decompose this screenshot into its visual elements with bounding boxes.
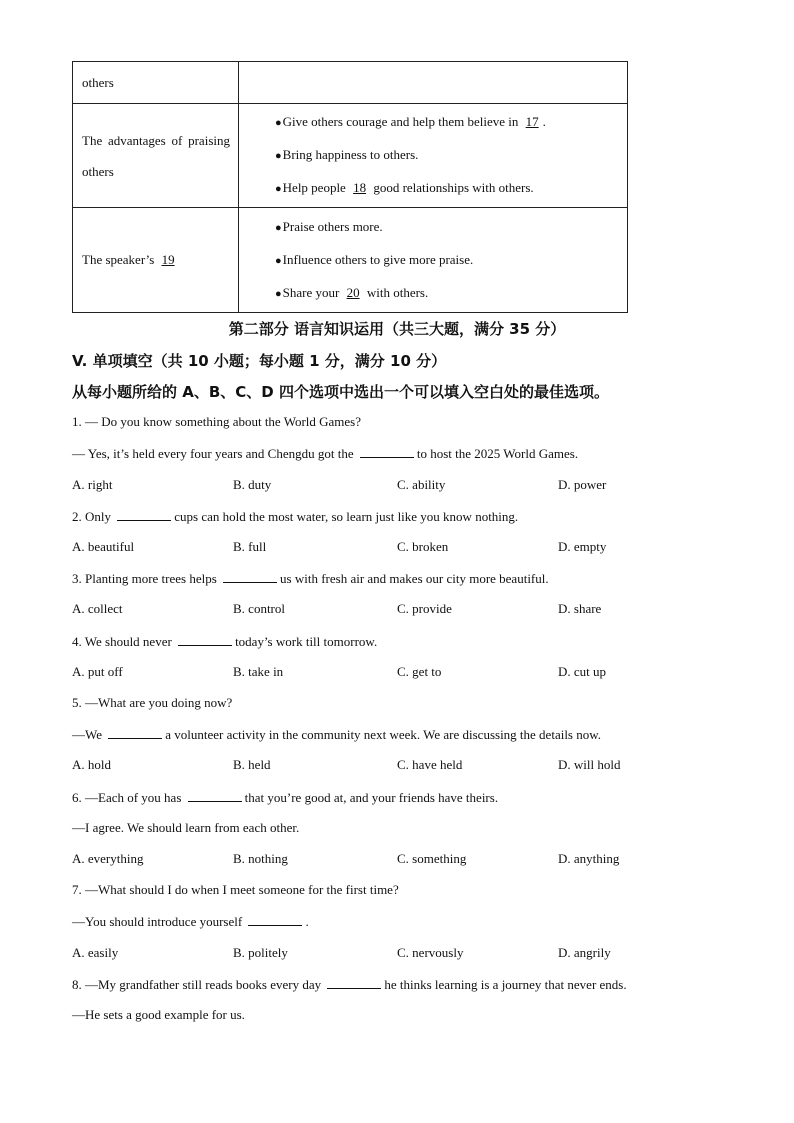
table-cell-right: [239, 62, 628, 104]
bullet-text: Influence others to give more praise.: [282, 251, 474, 267]
table-row: [73, 62, 628, 104]
bullet-text-after: good relationships with others.: [373, 180, 534, 195]
answer-option[interactable]: C. ability: [397, 477, 446, 492]
question-text-after: today’s work till tomorrow.: [235, 634, 378, 649]
answer-option[interactable]: C. get to: [397, 664, 442, 679]
question-text: —We: [72, 727, 102, 742]
bullet-icon: ●: [275, 150, 282, 162]
question-text: — Yes, it’s held every four years and Chengdu got the: [72, 446, 354, 461]
answer-option[interactable]: A. easily: [72, 945, 119, 960]
question-text: 1. — Do you know something about the World Games?: [72, 414, 362, 429]
question-text: —You should introduce yourself: [72, 914, 243, 929]
instruction-text: 从每小题所给的 A、B、C、D 四个选项中选出一个可以填入空白处的最佳选项。: [72, 383, 609, 401]
question-text: 3. Planting more trees helps: [72, 571, 217, 586]
answer-blank: 19: [161, 252, 175, 267]
question-line: [72, 508, 518, 525]
section-title: V. 单项填空（共 10 小题；每小题 1 分，满分 10 分）: [72, 352, 447, 370]
bullet-item: [275, 172, 627, 205]
answer-option[interactable]: D. cut up: [558, 664, 607, 679]
answer-blank-line: [108, 726, 162, 739]
bullet-icon: ●: [275, 117, 282, 129]
answer-option[interactable]: C. have held: [397, 757, 463, 772]
answer-option[interactable]: B. politely: [233, 945, 288, 960]
question-line: [72, 976, 627, 993]
bullet-text: Praise others more.: [282, 218, 383, 234]
table-cell-right: [239, 104, 628, 208]
answer-option[interactable]: C. something: [397, 851, 467, 866]
answer-option[interactable]: D. share: [558, 601, 602, 616]
question-line: [72, 789, 498, 806]
bullet-text: Help people: [282, 180, 346, 195]
answer-option[interactable]: A. put off: [72, 664, 123, 679]
question-text: 7. —What should I do when I meet someone for the first time?: [72, 882, 399, 897]
bullet-icon: ●: [275, 287, 282, 300]
question-text: 4. We should never: [72, 634, 172, 649]
option-row: [72, 477, 632, 495]
question-line: [72, 633, 377, 650]
cell-text: others: [82, 74, 114, 90]
question-line: [72, 445, 578, 462]
answer-option[interactable]: C. nervously: [397, 945, 464, 960]
answer-blank: 20: [346, 284, 360, 300]
table-cell-right: [239, 208, 628, 313]
answer-option[interactable]: D. power: [558, 477, 607, 492]
bullet-text: Give others courage and help them believe in: [282, 114, 519, 129]
answer-option[interactable]: C. broken: [397, 539, 449, 554]
bullet-text: Share your: [282, 284, 340, 300]
bullet-item: [275, 106, 627, 139]
table-row: [73, 104, 628, 208]
answer-option[interactable]: B. duty: [233, 477, 272, 492]
bullet-text: Bring happiness to others.: [282, 147, 419, 162]
question-text-after: cups can hold the most water, so learn just like you know nothing.: [174, 509, 519, 524]
table-row: [73, 208, 628, 313]
table-cell-left: [73, 104, 239, 208]
answer-option[interactable]: D. empty: [558, 539, 607, 554]
answer-option[interactable]: A. hold: [72, 757, 111, 772]
question-text-after: .: [305, 914, 309, 929]
question-text-after: he thinks learning is a journey that never ends.: [384, 977, 627, 992]
question-text: —I agree. We should learn from each other.: [72, 820, 300, 835]
answer-option[interactable]: C. provide: [397, 601, 452, 616]
answer-option[interactable]: D. angrily: [558, 945, 611, 960]
answer-option[interactable]: A. right: [72, 477, 113, 492]
question-line: [72, 414, 361, 430]
bullet-icon: ●: [275, 183, 282, 195]
answer-blank-line: [327, 976, 381, 989]
bullet-icon: ●: [275, 221, 282, 234]
answer-blank-line: [178, 633, 232, 646]
answer-blank-line: [188, 789, 242, 802]
answer-blank: 17: [525, 114, 539, 129]
cell-text: The speaker’s: [82, 252, 155, 267]
option-row: [72, 664, 632, 682]
table-cell-left: [73, 208, 239, 313]
question-line: [72, 726, 601, 743]
answer-blank-line: [117, 508, 171, 521]
part-title: 第二部分 语言知识运用（共三大题，满分 35 分）: [228, 320, 566, 338]
bullet-icon: ●: [275, 254, 282, 267]
answer-blank: 18: [353, 180, 367, 195]
option-row: [72, 945, 632, 963]
question-text-after: us with fresh air and makes our city more beautiful.: [280, 571, 549, 586]
question-line: [72, 695, 232, 711]
question-text-after: to host the 2025 World Games.: [416, 446, 579, 461]
question-text: 8. —My grandfather still reads books every day: [72, 977, 322, 992]
answer-blank-line: [360, 445, 414, 458]
option-row: [72, 851, 632, 869]
option-row: [72, 601, 632, 619]
answer-option[interactable]: B. take in: [233, 664, 284, 679]
question-line: [72, 820, 299, 836]
answer-option[interactable]: B. nothing: [233, 851, 288, 866]
question-line: [72, 570, 549, 587]
answer-blank-line: [248, 913, 302, 926]
question-text: 6. —Each of you has: [72, 790, 182, 805]
question-text: 5. —What are you doing now?: [72, 695, 233, 710]
question-line: [72, 913, 309, 930]
table-cell-left: [73, 62, 239, 104]
question-line: [72, 1007, 245, 1023]
answer-option[interactable]: A. everything: [72, 851, 144, 866]
question-text: 2. Only: [72, 509, 111, 524]
question-text: —He sets a good example for us.: [72, 1007, 245, 1022]
question-line: [72, 882, 399, 898]
answer-option[interactable]: B. held: [233, 757, 271, 772]
answer-option[interactable]: A. beautiful: [72, 539, 135, 554]
option-row: [72, 757, 632, 775]
bullet-text-after: with others.: [366, 284, 429, 300]
option-row: [72, 539, 632, 557]
bullet-item: [275, 244, 627, 277]
answer-blank-line: [223, 570, 277, 583]
answer-option[interactable]: B. control: [233, 601, 285, 616]
bullet-text-after: .: [542, 114, 546, 129]
answer-option[interactable]: D. will hold: [558, 757, 621, 772]
answer-option[interactable]: A. collect: [72, 601, 123, 616]
cell-text: The advantages of praising others: [82, 132, 230, 179]
outline-table: [72, 61, 628, 313]
question-text-after: a volunteer activity in the community next week. We are discussing the details now.: [165, 727, 602, 742]
bullet-item: [275, 211, 627, 244]
answer-option[interactable]: B. full: [233, 539, 267, 554]
answer-option[interactable]: D. anything: [558, 851, 620, 866]
bullet-item: [275, 277, 627, 310]
bullet-item: [275, 139, 627, 172]
question-text-after: that you’re good at, and your friends have theirs.: [244, 790, 499, 805]
